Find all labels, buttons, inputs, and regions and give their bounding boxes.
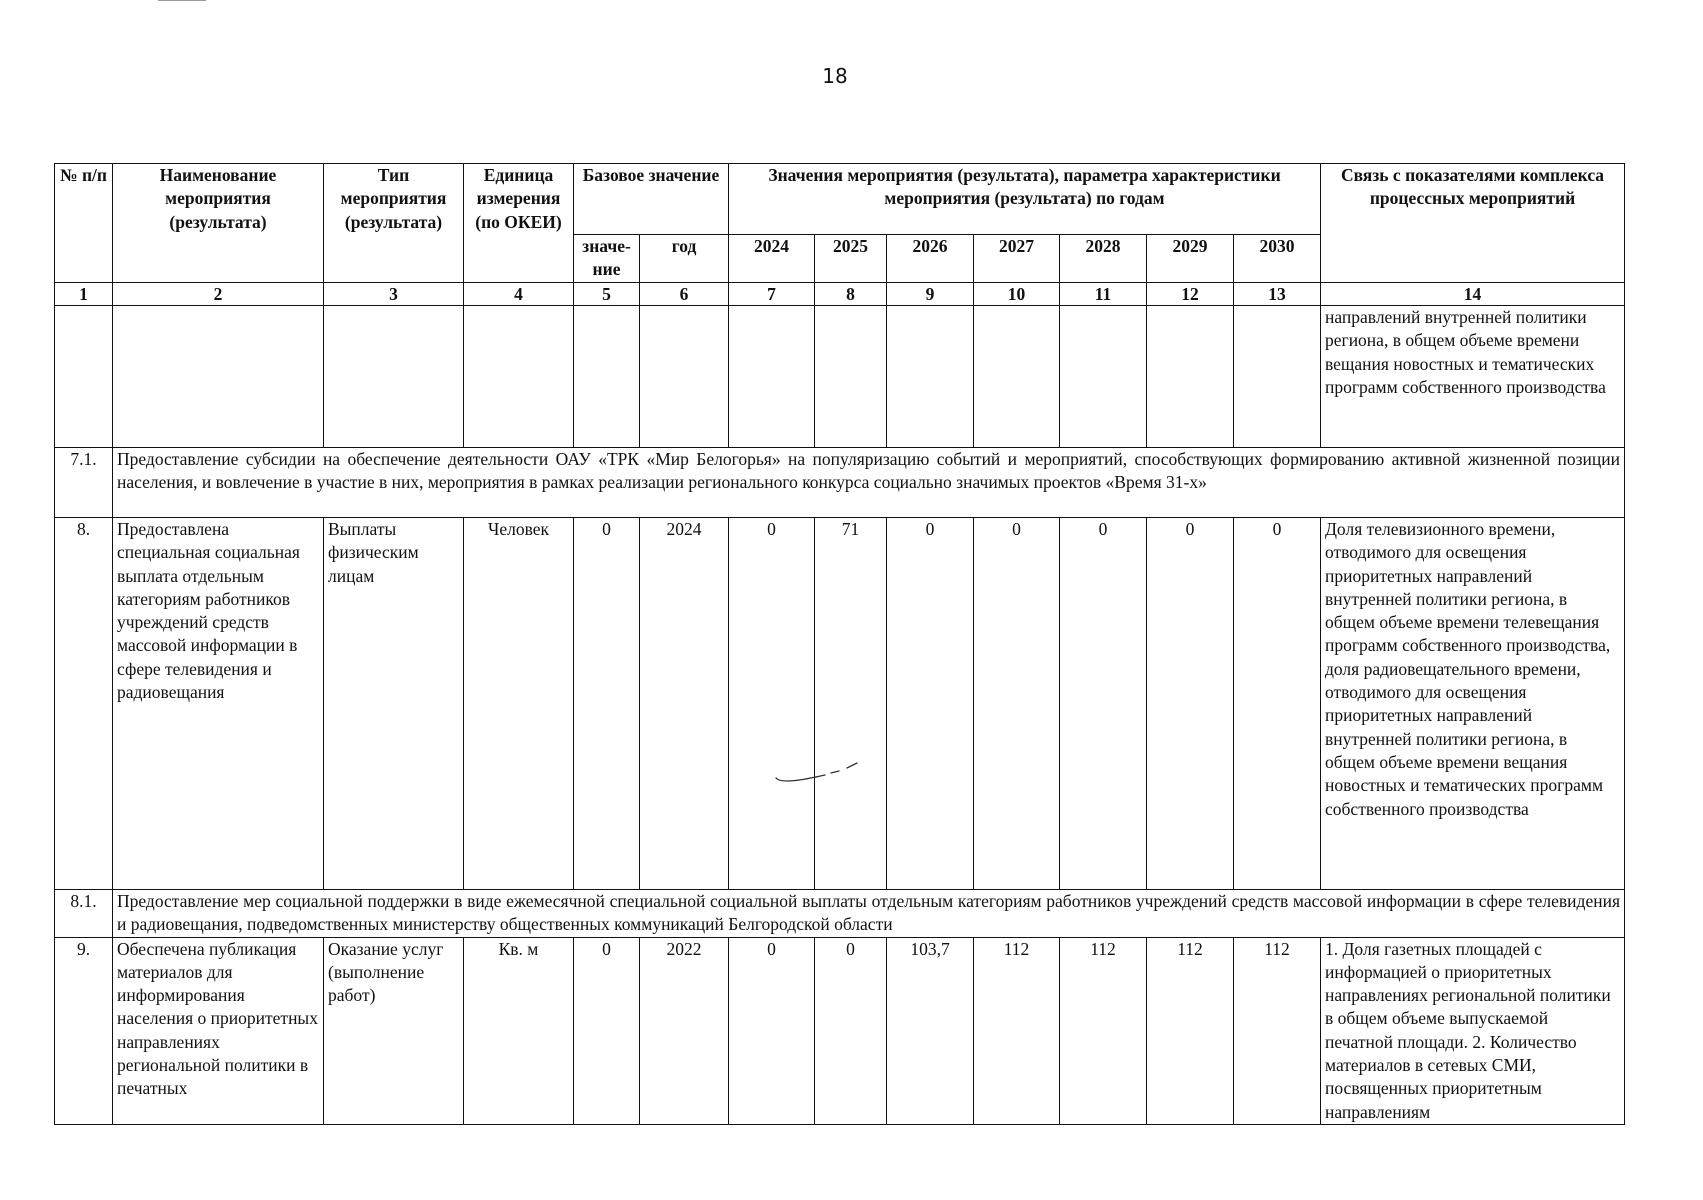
- row-section-text: Предоставление мер социальной поддержки в виде ежемесячной специальной социальной выплаты отдельным категориям работников учреждений средств массовой информации в сфере телевидения и радиовещания, подведомственных министерству общественных коммуникаций Белгородской области: [113, 890, 1625, 938]
- column-number: 14: [1321, 283, 1625, 306]
- top-edge-mark: [158, 0, 206, 1]
- row-link-text: Доля телевизионного времени, отводимого для освещения приоритетных направлений внутренней политики региона, в общем объеме времени телевещания программ собственного производства, доля радиовещательного времени, отводимого для освещения приоритетных направлений внутренней политики региона, в общем объеме времени вещания новостных и тематических программ собственного производства: [1321, 518, 1625, 890]
- row-value-2028: 112: [1060, 937, 1147, 1124]
- row-section-text: Предоставление субсидии на обеспечение деятельности ОАУ «ТРК «Мир Белогорья» на популяризацию событий и мероприятий, способствующих формированию активной жизненной позиции населения, и вовлечение в участие в них, мероприятия в рамках реализации регионального конкурса социально значимых проектов «Время 31-х»: [113, 448, 1625, 518]
- row-activity-name: Предоставлена специальная социальная выплата отдельным категориям работников учреждений средств массовой информации в сфере телевидения и радиовещания: [113, 518, 324, 890]
- column-number: 7: [729, 283, 815, 306]
- header-year-2026: 2026: [887, 235, 974, 283]
- row-value-2030: 0: [1234, 518, 1321, 890]
- row-number: 8.1.: [55, 890, 113, 938]
- column-number: 11: [1060, 283, 1147, 306]
- header-base: Базовое значение: [574, 164, 729, 235]
- row-link-text: направлений внутренней политики региона, в общем объеме времени вещания новостных и тематических программ собственного производства: [1321, 306, 1625, 448]
- header-name: Наименование мероприятия (результата): [113, 164, 324, 283]
- header-base-year: год: [640, 235, 729, 283]
- row-value-2030: 112: [1234, 937, 1321, 1124]
- column-number: 4: [464, 283, 574, 306]
- column-number: 1: [55, 283, 113, 306]
- header-type: Тип мероприятия (результата): [324, 164, 464, 283]
- row-value-2025: 71: [815, 518, 887, 890]
- row-value-2026: 103,7: [887, 937, 974, 1124]
- header-link: Связь с показателями комплекса процессных мероприятий: [1321, 164, 1625, 283]
- header-year-2029: 2029: [1147, 235, 1234, 283]
- column-number: 6: [640, 283, 729, 306]
- row-unit: Кв. м: [464, 937, 574, 1124]
- row-number: 9.: [55, 937, 113, 1124]
- row-unit: Человек: [464, 518, 574, 890]
- table-row-7-1: [55, 448, 1625, 518]
- activities-table: [54, 163, 1625, 1125]
- column-number: 13: [1234, 283, 1321, 306]
- row-link-text: 1. Доля газетных площадей с информацией о приоритетных направлениях региональной политики в общем объеме выпускаемой печатной площади. 2. Количество материалов в сетевых СМИ, посвященных приоритетным направлениям: [1321, 937, 1625, 1124]
- header-values: Значения мероприятия (результата), параметра характеристики мероприятия (результата) по годам: [729, 164, 1321, 235]
- row-value-2025: 0: [815, 937, 887, 1124]
- row-value-2029: 0: [1147, 518, 1234, 890]
- row-base-year: 2022: [640, 937, 729, 1124]
- row-value-2029: 112: [1147, 937, 1234, 1124]
- row-value-2027: 0: [974, 518, 1060, 890]
- row-value-2024: 0: [729, 937, 815, 1124]
- header-unit: Единица измерения (по ОКЕИ): [464, 164, 574, 283]
- column-number: 3: [324, 283, 464, 306]
- row-number: 8.: [55, 518, 113, 890]
- column-number: 12: [1147, 283, 1234, 306]
- row-value-2028: 0: [1060, 518, 1147, 890]
- row-activity-name: Обеспечена публикация материалов для информирования населения о приоритетных направлениях региональной политики в печатных: [113, 937, 324, 1124]
- table-row-8-1: [55, 890, 1625, 938]
- row-value-2026: 0: [887, 518, 974, 890]
- table-row-continuation: [55, 306, 1625, 448]
- table-row-8: [55, 518, 1625, 890]
- column-number: 10: [974, 283, 1060, 306]
- row-base-year: 2024: [640, 518, 729, 890]
- header-year-2030: 2030: [1234, 235, 1321, 283]
- header-year-2027: 2027: [974, 235, 1060, 283]
- row-number: 7.1.: [55, 448, 113, 518]
- header-year-2025: 2025: [815, 235, 887, 283]
- row-value-2027: 112: [974, 937, 1060, 1124]
- column-numbers-row: [55, 283, 1625, 306]
- header-year-2024: 2024: [729, 235, 815, 283]
- header-row: [55, 164, 1625, 235]
- header-year-2028: 2028: [1060, 235, 1147, 283]
- row-base-value: 0: [574, 937, 640, 1124]
- row-value-2024: 0: [729, 518, 815, 890]
- header-num: № п/п: [55, 164, 113, 283]
- column-number: 8: [815, 283, 887, 306]
- row-activity-type: Выплаты физическим лицам: [324, 518, 464, 890]
- column-number: 9: [887, 283, 974, 306]
- page-number: 18: [822, 64, 848, 88]
- row-base-value: 0: [574, 518, 640, 890]
- column-number: 5: [574, 283, 640, 306]
- row-activity-type: Оказание услуг (выполнение работ): [324, 937, 464, 1124]
- table-row-9: [55, 937, 1625, 1124]
- column-number: 2: [113, 283, 324, 306]
- pen-stroke-mark: [773, 758, 863, 788]
- header-base-value: значе-ние: [574, 235, 640, 283]
